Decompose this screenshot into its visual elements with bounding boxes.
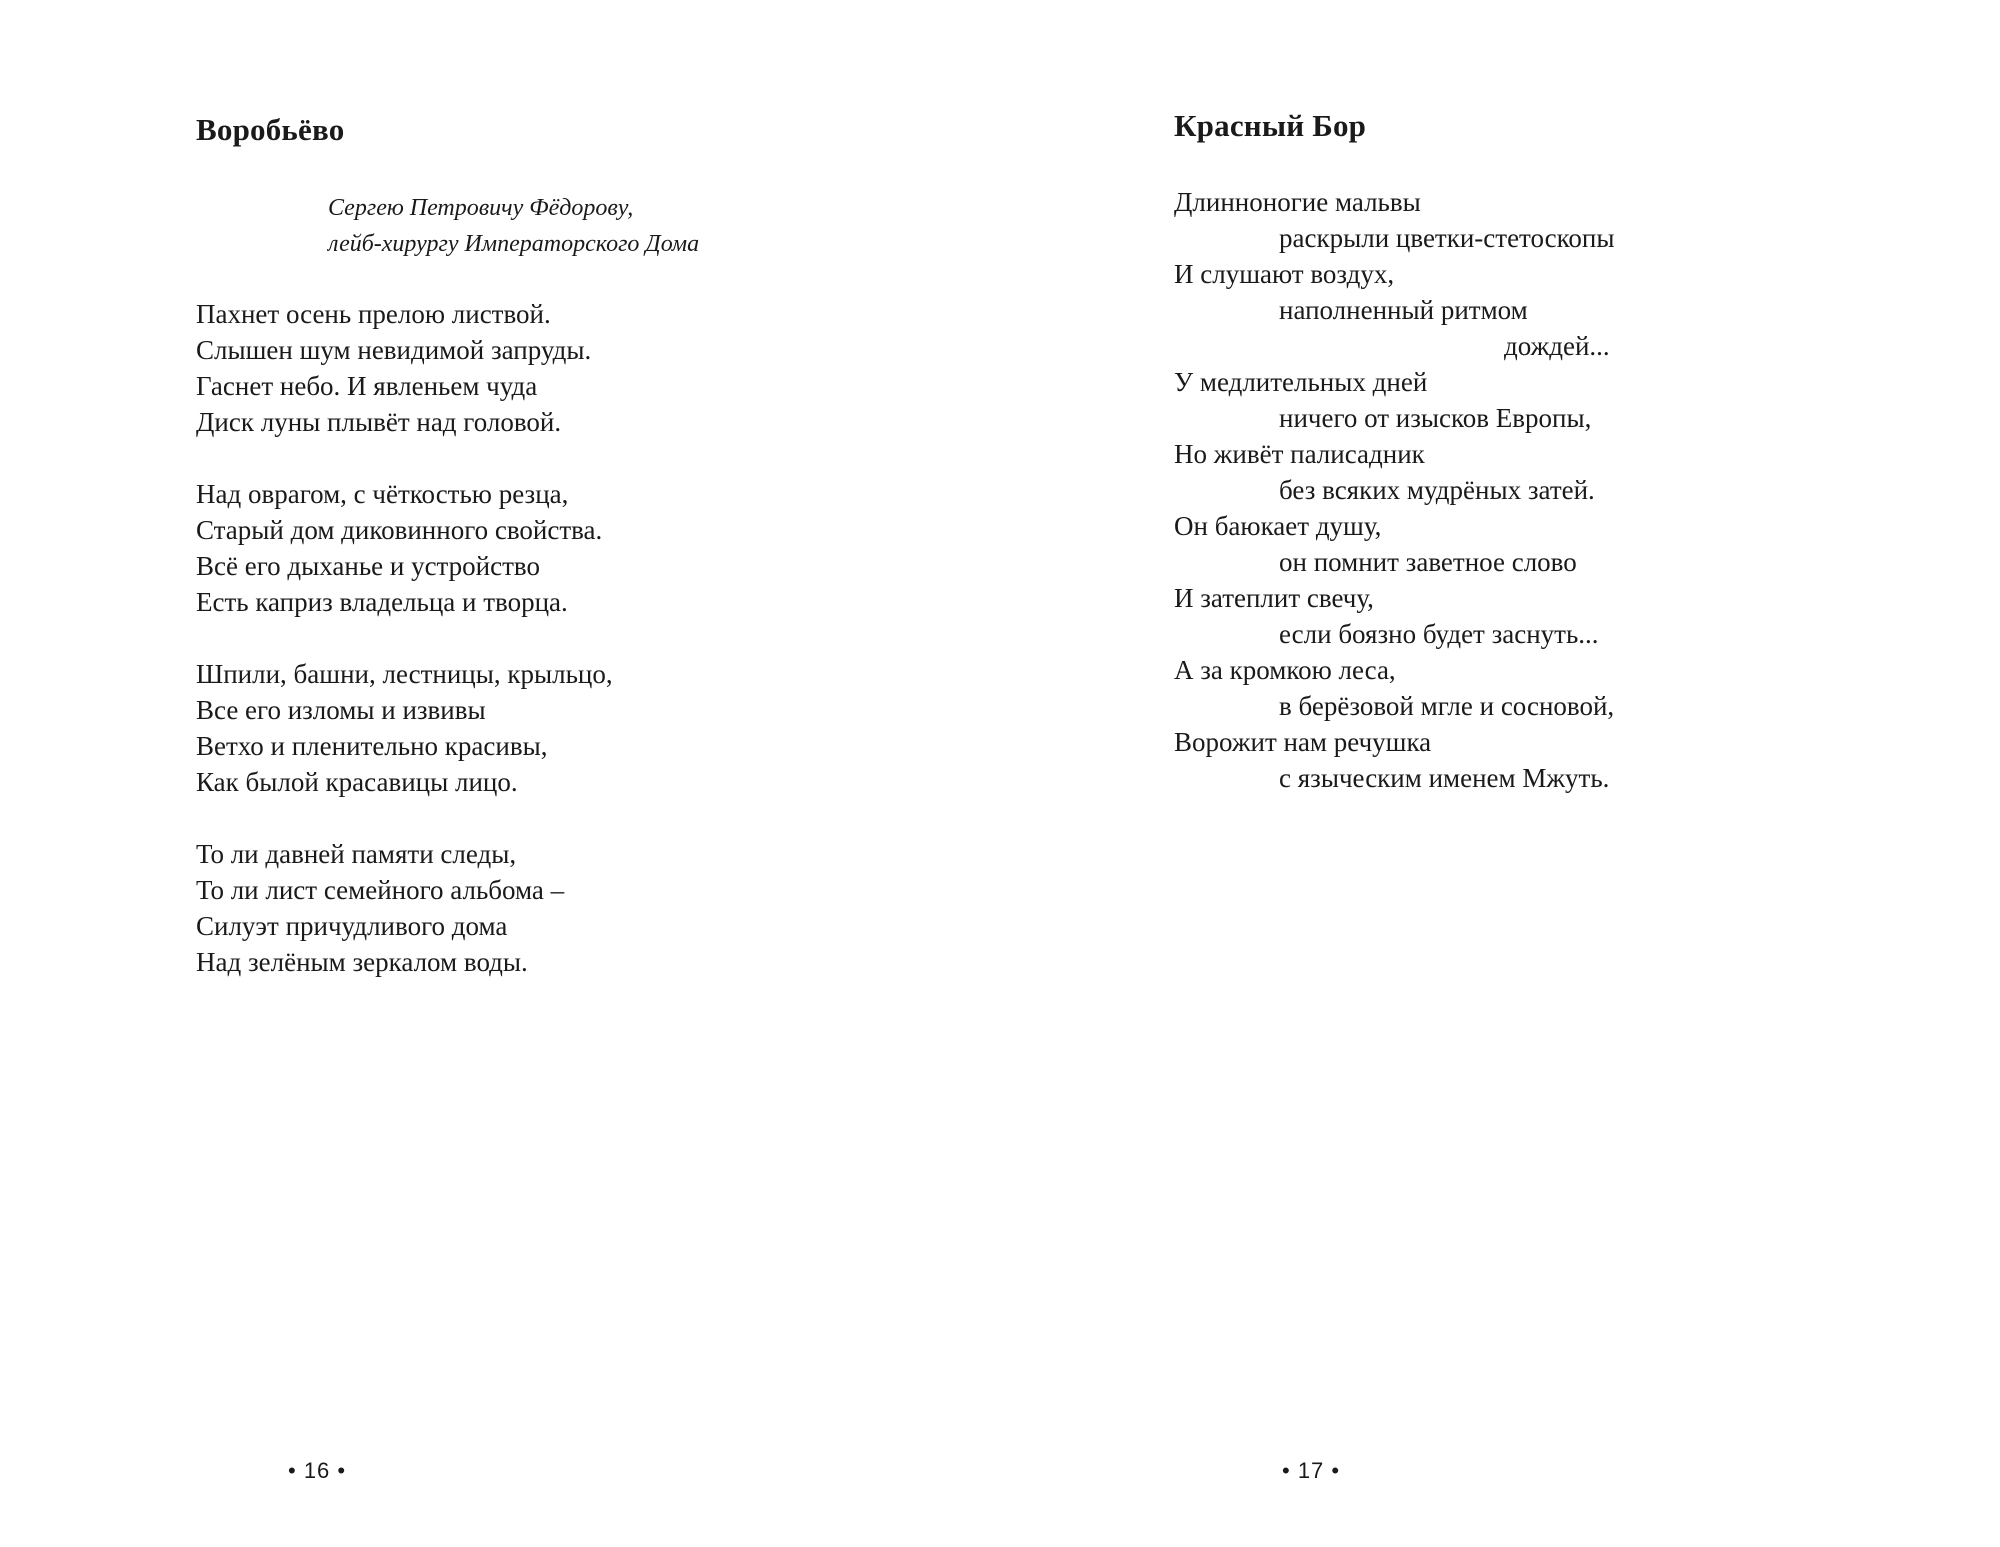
poem-line: И слушают воздух, (1174, 259, 1395, 289)
page-number-left: • 16 • (288, 1458, 347, 1483)
poem-line: И затеплит свечу, (1174, 583, 1374, 613)
poem-line: Он баюкает душу, (1174, 511, 1382, 541)
dedication-line: Сергею Петровичу Фёдорову, (328, 195, 634, 221)
poem-line: если боязно будет заснуть... (1279, 619, 1599, 649)
poem-line: Но живёт палисадник (1174, 439, 1425, 469)
poem-vorobyovo (196, 296, 613, 1016)
poem-line: Старый дом диковинного свойства. (196, 515, 603, 545)
dedication-line: лейб-хирургу Императорского Дома (328, 231, 700, 257)
poem-line: А за кромкою леса, (1174, 655, 1396, 685)
poem-line: У медлительных дней (1174, 367, 1428, 397)
poem-line: без всяких мудрёных затей. (1279, 475, 1595, 505)
poem-line: Силуэт причудливого дома (196, 911, 508, 941)
poem-line: Слышен шум невидимой запруды. (196, 335, 592, 365)
poem-line: он помнит заветное слово (1279, 547, 1577, 577)
poem-line: дождей... (1504, 331, 1610, 361)
poem-title-vorobyovo: Воробьёво (196, 112, 345, 147)
poem-line: То ли лист семейного альбома – (196, 875, 565, 905)
poem-line: Ветхо и пленительно красивы, (196, 731, 548, 761)
poem-line: в берёзовой мгле и сосновой, (1279, 691, 1615, 721)
poem-line: наполненный ритмом (1279, 295, 1528, 325)
poem-line: Как былой красавицы лицо. (196, 767, 518, 797)
poem-line: Всё его дыханье и устройство (196, 551, 540, 581)
dedication (328, 190, 699, 262)
poem-line: Над зелёным зеркалом воды. (196, 947, 528, 977)
poem-line: То ли давней памяти следы, (196, 839, 517, 869)
stanza (196, 296, 613, 440)
poem-line: раскрыли цветки-стетоскопы (1279, 223, 1615, 253)
poem-line: Над оврагом, с чёткостью резца, (196, 479, 569, 509)
stanza (196, 656, 613, 800)
poem-line: Длинноногие мальвы (1174, 187, 1421, 217)
poem-line: Ворожит нам речушка (1174, 727, 1432, 757)
poem-title-krasny-bor: Красный Бор (1174, 108, 1367, 143)
poem-krasny-bor (1174, 184, 1614, 796)
poem-line: с языческим именем Мжуть. (1279, 763, 1610, 793)
poem-line: Пахнет осень прелою листвой. (196, 299, 551, 329)
poem-line: Все его изломы и извивы (196, 695, 486, 725)
right-page (1000, 0, 2000, 1547)
poem-line: Гаснет небо. И явленьем чуда (196, 371, 538, 401)
stanza (196, 836, 613, 980)
poem-line: Диск луны плывёт над головой. (196, 407, 562, 437)
stanza (196, 476, 613, 620)
poem-line: Есть каприз владельца и творца. (196, 587, 568, 617)
page-number-right: • 17 • (1282, 1458, 1341, 1483)
poem-line: ничего от изысков Европы, (1279, 403, 1592, 433)
poem-line: Шпили, башни, лестницы, крыльцо, (196, 659, 613, 689)
